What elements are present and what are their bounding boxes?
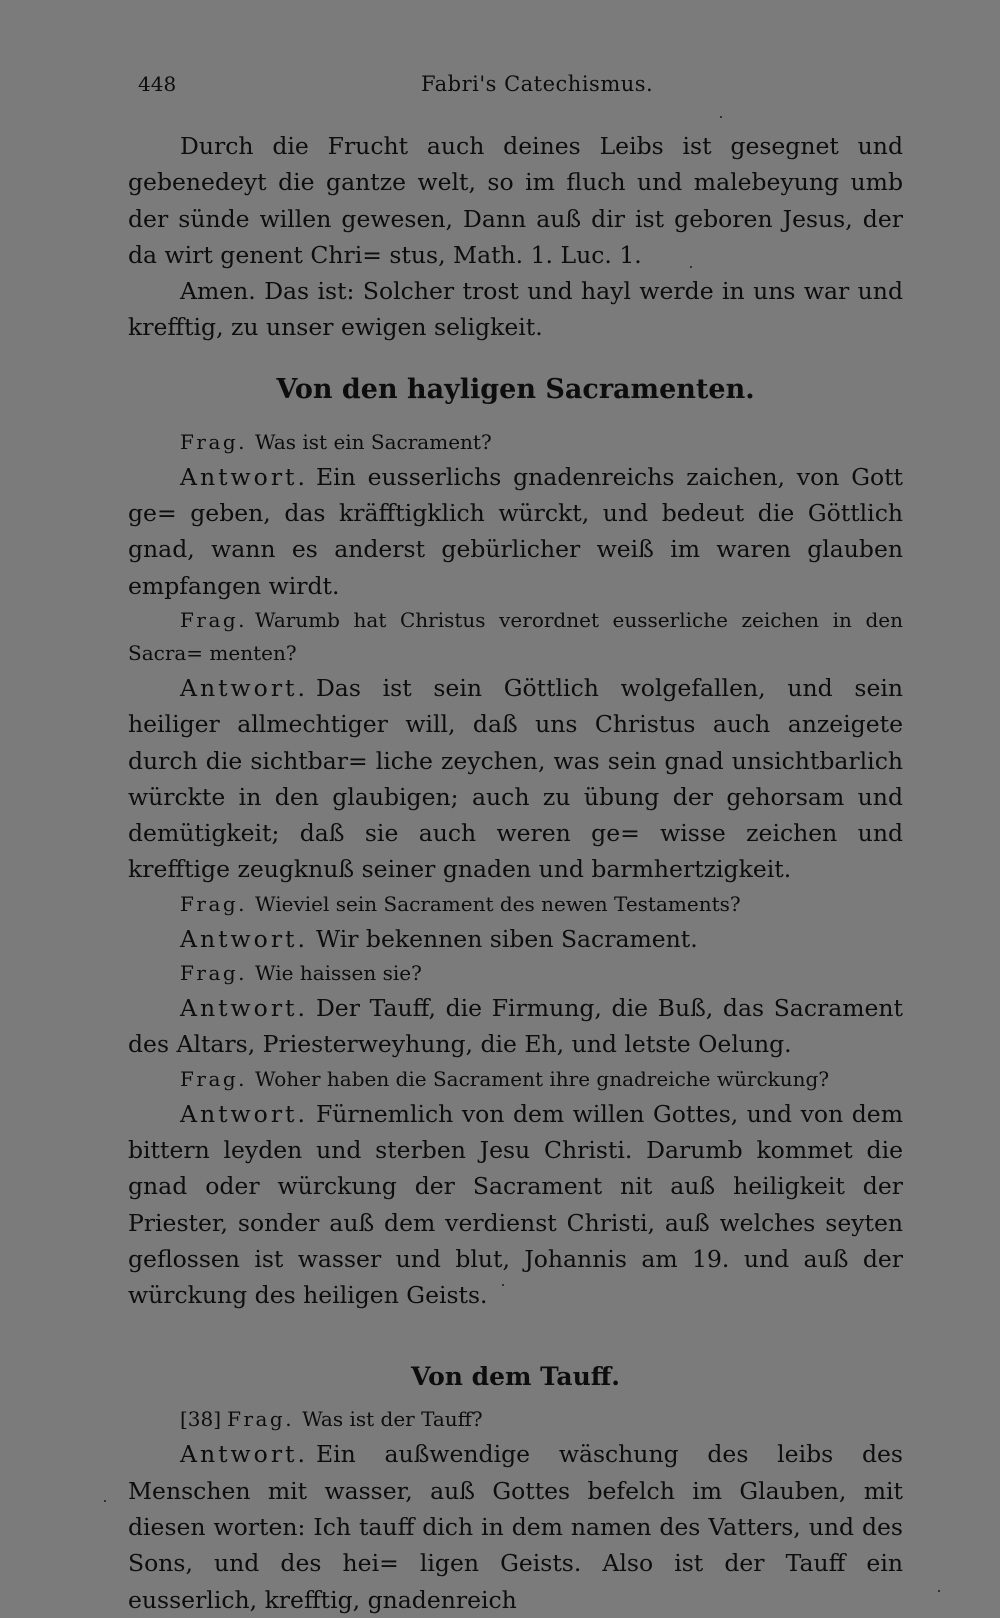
question-text: Was ist ein Sacrament? (255, 429, 492, 454)
answer (128, 1436, 903, 1617)
answer-label: Antwort. (180, 924, 308, 953)
answer-text: Ein außwendige wäschung des leibs des Menschen mit wasser, auß Gottes befelch im Glauben, mit diesen worten: Ich tauff dich in dem namen des Vatters, und des Sons, und des hei= ligen Geists. Also ist der Tauff ein eusserlich, krefftig, gnadenreich (128, 1440, 903, 1614)
paper-speck (938, 1590, 940, 1592)
paper-speck (720, 116, 722, 118)
answer-label: Antwort. (180, 994, 308, 1023)
answer-label: Antwort. (180, 1440, 308, 1469)
paper-speck (104, 1500, 106, 1502)
page-header (138, 72, 890, 102)
question-text: Warumb hat Christus verordnet eusserliche zeichen in den Sacra= menten? (128, 607, 903, 665)
answer-label: Antwort. (180, 462, 308, 491)
answer-label: Antwort. (180, 673, 308, 702)
answer (128, 1096, 903, 1314)
answer-text: Fürnemlich von dem willen Gottes, und von dem bittern leyden und sterben Jesu Christi. Darumb kommet die gnad oder würckung der Sacrament nit auß heiligkeit der Priester, sonder auß dem verdienst Christi, auß welches seyten geflossen ist wasser und blut, Johannis am 19. und auß der würckung des heiligen Geists. (128, 1099, 903, 1310)
answer (128, 670, 903, 888)
section-heading-baptism: Von dem Tauff. (410, 1362, 620, 1392)
page-body (128, 128, 903, 1618)
paper-speck (502, 1284, 504, 1286)
question (128, 888, 903, 921)
question-label: Frag. (227, 1407, 295, 1432)
question (128, 1403, 903, 1436)
answer-label: Antwort. (180, 1099, 308, 1128)
section-heading-sacraments: Von den hayligen Sacramenten. (276, 373, 755, 405)
question (128, 1063, 903, 1096)
question-label: Frag. (180, 607, 248, 632)
question (128, 426, 903, 459)
answer (128, 921, 903, 957)
answer (128, 459, 903, 604)
answer-text: Der Tauff, die Firmung, die Buß, das Sacrament des Altars, Priesterweyhung, die Eh, und letste Oelung. (128, 994, 903, 1059)
question (128, 957, 903, 990)
answer-text: Wir bekennen siben Sacrament. (315, 924, 698, 953)
question-text: Was ist der Tauff? (302, 1407, 483, 1432)
question-text: Wieviel sein Sacrament des newen Testaments? (255, 891, 741, 916)
answer-text: Das ist sein Göttlich wolgefallen, und sein heiliger allmechtiger will, daß uns Christus auch anzeigete durch die sichtbar= liche zeychen, was sein gnad unsichtbarlich würckte in den glaubigen; auch zu übung der gehorsam und demütigkeit; daß sie auch weren ge= wisse zeichen und krefftige zeugknuß seiner gnaden und barmhertzigkeit. (128, 673, 903, 884)
paragraph-amen: Amen. Das ist: Solcher trost und hayl werde in uns war und krefftig, zu unser ewigen seligkeit. (128, 277, 903, 342)
question-label: Frag. (180, 961, 248, 986)
section-marker: [38] (180, 1407, 222, 1432)
question-text: Woher haben die Sacrament ihre gnadreiche würckung? (255, 1066, 830, 1091)
page-number: 448 (138, 72, 177, 96)
answer-text: Ein eusserlichs gnadenreichs zaichen, von Gott ge= geben, das kräfftigklich würckt, und bedeut die Göttlich gnad, wann es anderst gebürlicher weiß im waren glauben empfangen wirdt. (128, 462, 903, 600)
paper-speck (690, 266, 692, 268)
question (128, 604, 903, 670)
question-label: Frag. (180, 429, 248, 454)
paragraph-blessing: Durch die Frucht auch deines Leibs ist gesegnet und gebenedeyt die gantze welt, so im fluch und malebeyung umb der sünde willen gewesen, Dann auß dir ist geboren Jesus, der da wirt genent Chri= stus, Math. 1. Luc. 1. (128, 132, 903, 269)
running-title: Fabri's Catechismus. (421, 72, 654, 96)
answer (128, 990, 903, 1063)
question-label: Frag. (180, 891, 248, 916)
question-text: Wie haissen sie? (255, 961, 422, 986)
question-label: Frag. (180, 1066, 248, 1091)
